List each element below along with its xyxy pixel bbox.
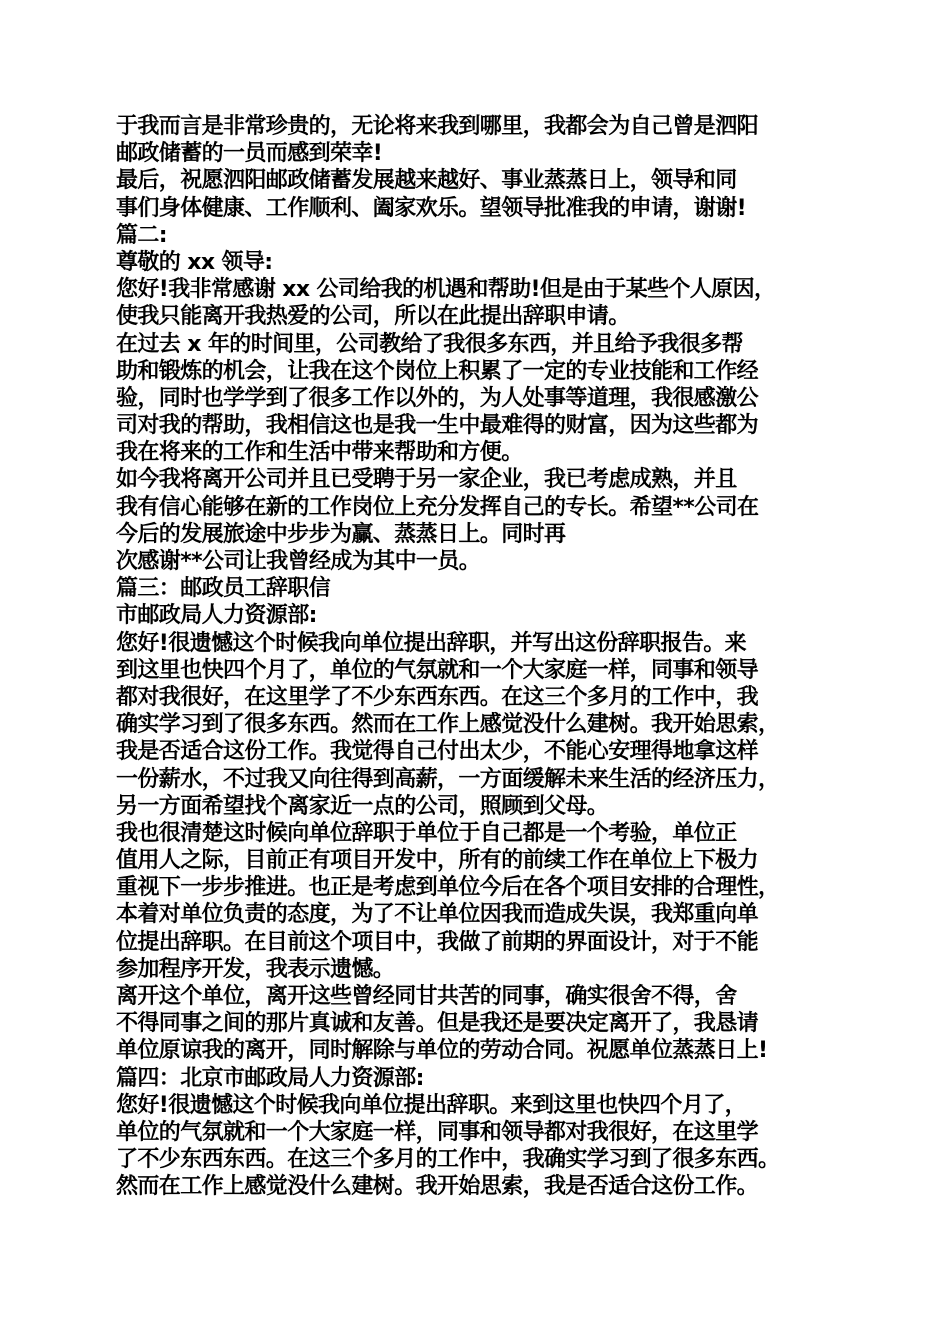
text-line: 一份薪水，不过我又向往得到高薪，一方面缓解未来生活的经济压力， xyxy=(116,766,780,792)
text-line: 单位的气氛就和一个大家庭一样，同事和领导都对我很好，在这里学 xyxy=(116,1119,759,1145)
text-line: 使我只能离开我热爱的公司，所以在此提出辞职申请。 xyxy=(116,304,630,330)
text-line: 我也很清楚这时候向单位辞职于单位于自己都是一个考验，单位正 xyxy=(116,820,737,846)
section-heading: 篇三：邮政员工辞职信 xyxy=(116,576,331,602)
text-line: 最后，祝愿泗阳邮政储蓄发展越来越好、事业蒸蒸日上，领导和同 xyxy=(116,168,737,194)
text-line: 您好!很遗憾这个时候我向单位提出辞职，并写出这份辞职报告。来 xyxy=(116,630,747,656)
text-line: 都对我很好，在这里学了不少东西东西。在这三个多月的工作中，我 xyxy=(116,684,759,710)
text-line: 确实学习到了很多东西。然而在工作上感觉没什么建树。我开始思索， xyxy=(116,712,780,738)
document-body xyxy=(116,113,850,1201)
text-line: 今后的发展旅途中步步为赢、蒸蒸日上。同时再 xyxy=(116,521,566,547)
text-line: 参加程序开发，我表示遗憾。 xyxy=(116,956,395,982)
text-line: 单位原谅我的离开，同时解除与单位的劳动合同。祝愿单位蒸蒸日上! xyxy=(116,1038,768,1064)
section-heading: 篇四：北京市邮政局人力资源部: xyxy=(116,1065,424,1091)
text-line: 到这里也快四个月了，单位的气氛就和一个大家庭一样，同事和领导 xyxy=(116,657,759,683)
text-line: 本着对单位负责的态度，为了不让单位因我而造成失误，我郑重向单 xyxy=(116,902,759,928)
text-line: 另一方面希望找个离家近一点的公司，照顾到父母。 xyxy=(116,793,609,819)
text-line: 助和锻炼的机会，让我在这个岗位上积累了一定的专业技能和工作经 xyxy=(116,358,759,384)
text-line: 您好!我非常感谢 xx 公司给我的机遇和帮助!但是由于某些个人原因， xyxy=(116,277,776,303)
text-line: 如今我将离开公司并且已受聘于另一家企业，我已考虑成熟，并且 xyxy=(116,467,737,493)
text-line: 您好!很遗憾这个时候我向单位提出辞职。来到这里也快四个月了， xyxy=(116,1092,747,1118)
text-line: 我是否适合这份工作。我觉得自己付出太少，不能心安理得地拿这样 xyxy=(116,739,759,765)
section-heading: 篇二: xyxy=(116,222,167,248)
text-line: 验，同时也学学到了很多工作以外的，为人处事等道理，我很感激公 xyxy=(116,385,759,411)
text-line: 次感谢**公司让我曾经成为其中一员。 xyxy=(116,549,481,574)
text-line: 事们身体健康、工作顺利、阖家欢乐。望领导批准我的申请，谢谢! xyxy=(116,195,747,221)
salutation: 市邮政局人力资源部: xyxy=(116,603,317,629)
text-line: 了不少东西东西。在这三个多月的工作中，我确实学习到了很多东西。 xyxy=(116,1147,780,1173)
text-line: 于我而言是非常珍贵的，无论将来我到哪里，我都会为自己曾是泗阳 xyxy=(116,114,759,139)
text-line: 重视下一步步推进。也正是考虑到单位今后在各个项目安排的合理性， xyxy=(116,875,780,901)
text-line: 位提出辞职。在目前这个项目中，我做了前期的界面设计，对于不能 xyxy=(116,929,759,955)
text-line: 在过去 x 年的时间里，公司教给了我很多东西，并且给予我很多帮 xyxy=(116,331,743,357)
text-line: 我在将来的工作和生活中带来帮助和方便。 xyxy=(116,440,523,466)
text-line: 司对我的帮助，我相信这也是我一生中最难得的财富，因为这些都为 xyxy=(116,413,759,439)
text-line: 值用人之际，目前正有项目开发中，所有的前续工作在单位上下极力 xyxy=(116,848,759,874)
salutation: 尊敬的 xx 领导: xyxy=(116,249,273,275)
text-line: 离开这个单位，离开这些曾经同甘共苦的同事，确实很舍不得，舍 xyxy=(116,984,737,1009)
text-line: 然而在工作上感觉没什么建树。我开始思索，我是否适合这份工作。 xyxy=(116,1174,759,1200)
text-line: 邮政储蓄的一员而感到荣幸! xyxy=(116,141,383,167)
text-line: 我有信心能够在新的工作岗位上充分发挥自己的专长。希望**公司在 xyxy=(116,494,759,520)
text-line: 不得同事之间的那片真诚和友善。但是我还是要决定离开了，我恳请 xyxy=(116,1011,759,1037)
